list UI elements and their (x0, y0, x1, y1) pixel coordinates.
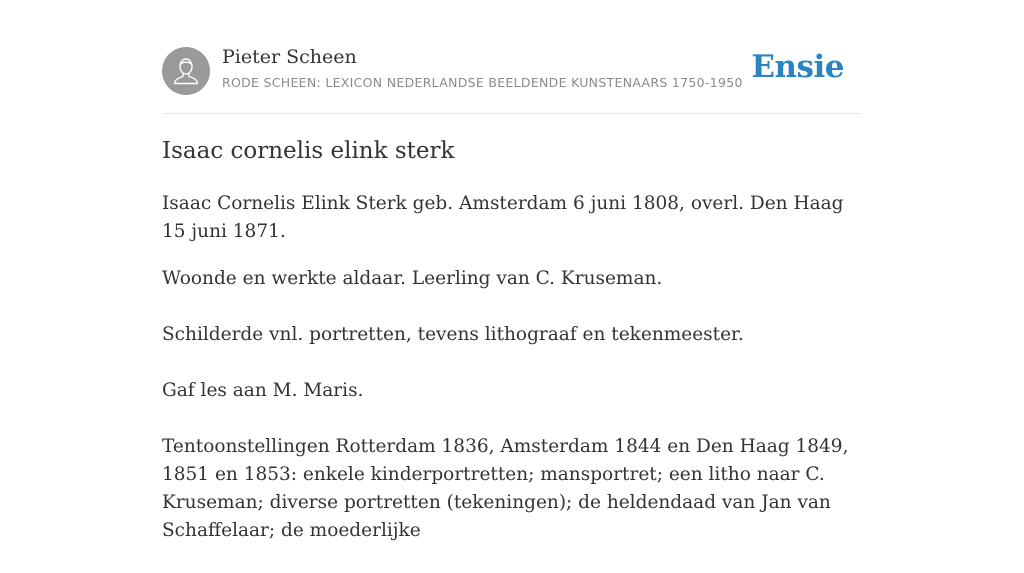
source-title[interactable]: RODE SCHEEN: LEXICON NEDERLANDSE BEELDENDE KUNSTENAARS 1750-1950 (222, 75, 743, 90)
author-name[interactable]: Pieter Scheen (222, 46, 357, 68)
page-container (162, 0, 862, 541)
author-avatar[interactable] (162, 47, 210, 95)
article-header (162, 0, 862, 114)
article-body (162, 190, 862, 573)
ensie-logo[interactable]: Ensie (751, 49, 844, 85)
article-paragraph: Gaf les aan M. Maris. (162, 380, 364, 401)
article-paragraph: Tentoonstellingen Rotterdam 1836, Amsterdam 1844 en Den Haag 1849, 1851 en 1853: enkele kinderportretten; mansportret; een litho naar C. Kruseman; diverse portretten (tekeningen); de heldendaad van Jan van Schaffelaar; de moederlijke (162, 436, 849, 541)
article-paragraph: Isaac Cornelis Elink Sterk geb. Amsterdam 6 juni 1808, overl. Den Haag 15 juni 1871. (162, 193, 844, 242)
user-silhouette-icon (162, 47, 210, 95)
article-paragraph: Woonde en werkte aldaar. Leerling van C. Kruseman. (162, 268, 663, 289)
article-title: Isaac cornelis elink sterk (162, 138, 455, 164)
article-paragraph: Schilderde vnl. portretten, tevens lithograaf en tekenmeester. (162, 324, 744, 345)
